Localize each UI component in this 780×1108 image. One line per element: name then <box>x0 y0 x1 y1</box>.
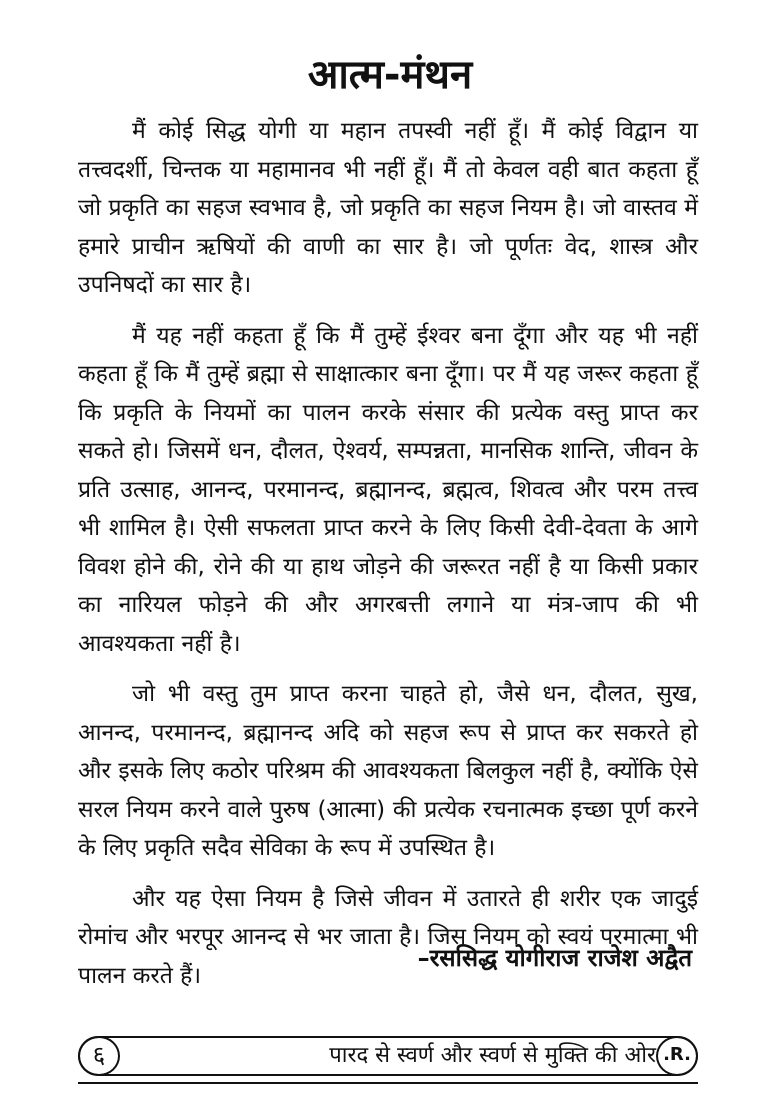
paragraph-4: और यह ऐसा नियम है जिसे जीवन में उतारते ही शरीर एक जादुई रोमांच और भरपूर आनन्द से भर जाता है। जिस नियम को स्वयं परमात्मा भी पालन करते हैं। <box>78 885 698 989</box>
page-footer <box>78 1036 698 1076</box>
paragraph-3: जो भी वस्तु तुम प्राप्त करना चाहते हो, जैसे धन, दौलत, सुख, आनन्द, परमानन्द, ब्रह्मानन्द अदि को सहज रूप से प्राप्त कर सकरते हो और इसके लिए कठोर परिश्रम की आवश्यकता बिलकुल नहीं है, क्योंकि ऐसे सरल नियम करने वाले पुरुष (आत्मा) की प्रत्येक रचनात्मक इच्छा पूर्ण करने के लिए प्रकृति सदैव सेविका के रूप में उपस्थित है। <box>78 681 698 861</box>
book-title: पारद से स्वर्ण और स्वर्ण से मुक्ति की ओर <box>329 1043 656 1068</box>
author-signature: –रससिद्ध योगीराज राजेश अद्वैत <box>417 944 692 972</box>
page-number: ६ <box>78 1036 120 1076</box>
paragraph-1: मैं कोई सिद्ध योगी या महान तपस्वी नहीं हूँ। मैं कोई विद्वान या तत्त्वदर्शी, चिन्तक या महामानव भी नहीं हूँ। मैं तो केवल वही बात कहता हूँ जो प्रकृति का सहज स्वभाव है, जो प्रकृति का सहज नियम है। जो वास्तव में हमारे प्राचीन ऋषियों की वाणी का सार है। जो पूर्णतः वेद, शास्त्र और उपनिषदों का सार है। <box>78 118 699 298</box>
page-title: आत्म-मंथन <box>307 51 473 98</box>
body-text <box>78 112 698 1007</box>
end-mark-icon: .R. <box>656 1036 698 1076</box>
paragraph-2: मैं यह नहीं कहता हूँ कि मैं तुम्हें ईश्वर बना दूँगा और यह भी नहीं कहता हूँ कि मैं तुम्हें ब्रह्मा से साक्षात्कार बना दूँगा। पर मैं यह जरूर कहता हूँ कि प्रकृति के नियमों का पालन करके संसार की प्रत्येक वस्तु प्राप्त कर सकते हो। जिसमें धन, दौलत, ऐश्वर्य, सम्पन्नता, मानसिक शान्ति, जीवन के प्रति उत्साह, आनन्द, परमानन्द, ब्रह्मानन्द, ब्रह्मत्व, शिवत्व और परम तत्त्व भी शामिल है। ऐसी सफलता प्राप्त करने के लिए किसी देवी-देवता के आगे विवश होने की, रोने की या हाथ जोड़ने की जरूरत नहीं है या किसी प्रकार का नारियल फोड़ने की और अगरबत्ती लगाने या मंत्र-जाप की भी आवश्यकता नहीं है। <box>78 322 698 657</box>
footer-rule <box>78 1082 698 1084</box>
